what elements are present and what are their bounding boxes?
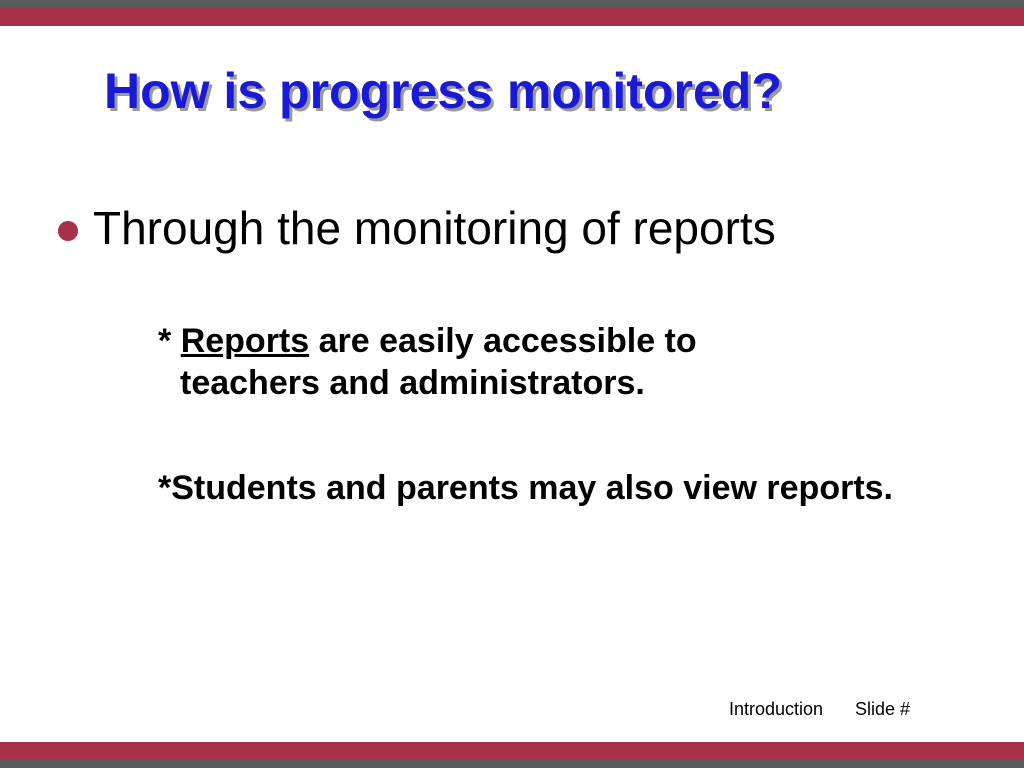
main-bullet [58,202,776,255]
footer-slide-number: Slide # [855,699,911,719]
top-gray-band [0,0,1024,7]
bullet-dot-icon [58,221,78,241]
sub-point-reports-line1: are easily accessible to [309,322,697,360]
reports-link[interactable]: Reports [180,322,310,360]
slide-title: How is progress monitored? [104,63,782,119]
sub-point-students: *Students and parents may also view reports. [158,469,894,507]
sub-point-reports-line2: teachers and administrators. [180,364,645,402]
bottom-red-band [0,742,1024,759]
bottom-gray-band [0,759,1024,768]
sub-point-reports-prefix: * [158,322,181,360]
sub-point-reports [158,320,858,404]
main-bullet-text: Through the monitoring of reports [93,202,776,254]
top-red-band [0,7,1024,26]
footer-section: Introduction [729,699,824,719]
